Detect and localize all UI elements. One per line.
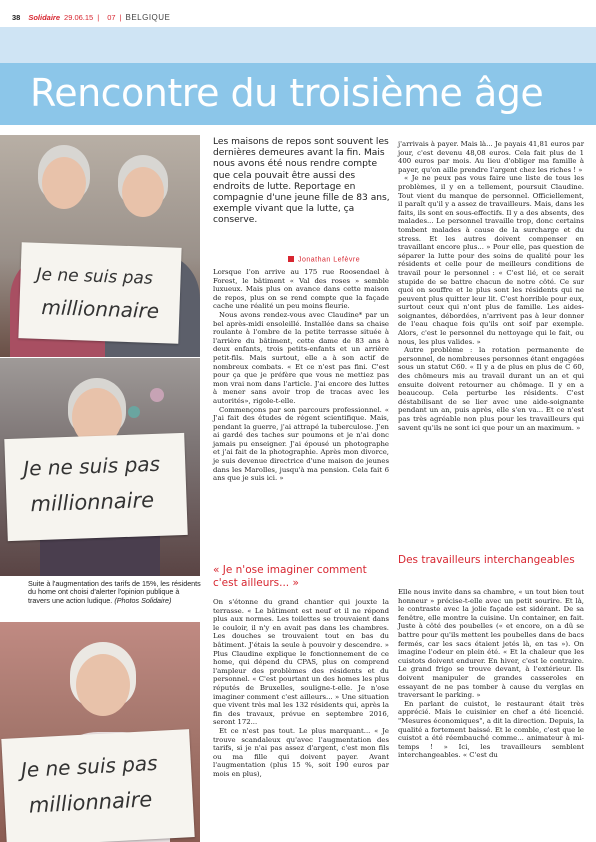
sign3-line-2: millionnaire: [28, 787, 153, 818]
header-separator: |: [97, 12, 100, 22]
sign-line-2: millionnaire: [41, 294, 160, 324]
paragraph: Nous avons rendez-vous avec Claudine* par un bel après-midi ensoleillé. Installée dans sa chaise roulante à l'ombre de la petite terrasse située à l'arrière du bâtiment, cette dame de 83 ans à deux enfants, trois petits-enfants et un arrière petit-fils. Mais surtout, elle a à son actif de nombreux combats. « Et ce n'est pas fini. C'est pour ça que je préfère que vous ne mettiez pas mon vrai nom dans l'article. J'ai encore des luttes à mener sans avoir trop de tracas avec les autorités», rigole-t-elle.: [213, 310, 389, 405]
sign2-line-1: Je ne suis pas: [22, 451, 161, 481]
sign3-line-1: Je ne suis pas: [20, 750, 159, 782]
protest-sign-3: [1, 729, 194, 842]
photo-resident-2: [0, 358, 200, 576]
paragraph: Commençons par son parcours professionnel. « J'ai fait des études de régent scientifique. Mais, pendant la guerre, j'ai attrapé la tuberculose. J'en ai gardé des taches sur poumons et je n'ai donc jamais pu enseigner. J'ai épousé un photographe et j'ai fait de la photographie. Après mon divorce, je suis devenue directrice d'une maison de jeunes dans les Marolles, jusqu'à ma pension. Cela fait 6 ans que je suis ici. »: [213, 405, 389, 483]
header-separator-2: |: [119, 12, 122, 22]
header-band: [0, 27, 596, 63]
issue-date: 29.06.15: [64, 12, 94, 22]
issue-number: 07: [107, 12, 116, 22]
caption-credit: (Photos Solidaire): [114, 595, 172, 605]
page-number: 38: [12, 12, 21, 22]
byline-square-icon: [288, 256, 294, 262]
paragraph: j'arrivais à payer. Mais là... Je payais 41,81 euros par jour, c'est devenu 48,08 euros. Cela fait plus de 1 400 euros par mois. Au lieu d'obliger ma famille à payer, qu'on aille prendre l'argent chez les riches ! »: [398, 140, 584, 174]
paragraph: Elle nous invite dans sa chambre, « un tout bien tout honneur » précise-t-elle avec un petit sourire. Et là, le contraste avec la jolie façade est sidérant. De sa fenêtre, elle montre la cuisine. Un container, en fait. Juste à côté des poubelles (« et encore, on a dû se battre pour qu'ils mettent les poubelles dans de bacs fermés, car les sacs étaient jetés là, en tas »). On imagine l'odeur en plein été. « Et la chaleur que les cuistots doivent endurer. En hiver, c'est le contraire. Le grand frigo se trouve devant, à l'extérieur. Ils doivent manipuler de grandes casseroles en essayant de ne pas tomber à cause du verglas en traversant le parking. »: [398, 588, 584, 700]
section-name: BELGIQUE: [125, 12, 171, 22]
sign2-line-2: millionnaire: [30, 487, 155, 517]
photo-resident-3: [0, 622, 200, 842]
paragraph: On s'étonne du grand chantier qui jouxte la terrasse. « Le bâtiment est neuf et il ne répond plus aux normes. Les toilettes se trouvaient dans le couloir, il n'y en avait pas dans les chambres. Les douches se trouvaient tout en bas du bâtiment. J'étais la seule à pouvoir y descendre. » Plus Claudine explique le fonctionnement de ce home, qui dépend du CPAS, plus on comprend l'ampleur des problèmes des résidents et du personnel. « C'est pourtant un des homes les plus réputés de Bruxelles, souligne-t-elle. Je n'ose imaginer comment c'est ailleurs... » Une situation que vivent très mal les 132 résidents qui, après la fin des travaux, prévue en septembre 2016, seront 172...: [213, 598, 389, 727]
column-1: [213, 268, 389, 483]
photo-two-residents: [0, 135, 200, 357]
protest-sign: [18, 242, 181, 344]
byline: [288, 256, 360, 264]
subheading-1: « Je n'ose imaginer comment c'est ailleurs... »: [213, 564, 367, 589]
paragraph: « Je ne peux pas vous faire une liste de tous les problèmes, il y en a tellement, poursuit Claudine. Tout vient du manque de personnel. Officiellement, il paraît qu'il y a assez de travailleurs. Mais, dans les faits, ils sont en sous-effectifs. Il y a des absents, des malades... Le personnel travaille trop, donc certains tombent malades à cause de la surcharge et du stress. Et les autres doivent compenser en travaillant encore plus... » Pour elle, pas question de séparer la lutte pour des soins de qualité pour les résidents et celle pour de meilleurs conditions de travail pour le personnel : « C'est lié, et ce serait stupide de se battre chacun de notre côté. Ce sur quoi on souffre et le plus sont les résidents qui ne peuvent plus quitter leur lit. C'est horrible pour eux, surtout ceux qui n'ont plus de famille. Les aides-soignantes, débordées, n'arrivent pas à leur donner de l'eau chaque fois qu'ils ont soif par exemple. Alors, c'est le personnel du nettoyage qui le fait, ou nous, les plus valides. »: [398, 174, 584, 346]
sign-line-1: Je ne suis pas: [36, 264, 154, 289]
protest-sign-2: [4, 433, 187, 541]
article-title: Rencontre du troisième âge: [30, 71, 544, 115]
caption-text: Suite à l'augmentation des tarifs de 15%, les résidents du home ont choisi d'alerter l'opinion publique à travers une action ludique.: [28, 579, 201, 605]
paragraph: Autre problème : la rotation permanente de personnel, de nombreuses personnes étant engagées sous un statut C60. « Il y a de plus en plus de C 60, des chômeurs mis au travail durant un an et qui ensuite doivent retourner au chômage. Il y en a beaucoup. Cela perturbe les résidents. C'est déstabilisant de se lier avec une aide-soignante pendant un an, puis après, elle s'en va... Et ce n'est pas très agréable non plus pour les travailleurs qui savent qu'ils ne sont ici que pour un an maximum. »: [398, 346, 585, 432]
article-intro: Les maisons de repos sont souvent les dernières demeures avant la fin. Mais nous avons été nous rendre compte que cela pouvait être aussi des endroits de lutte. Reportage en compagnie d'une jeune fille de 83 ans, exemple vivant que la lutte, ça conserve.: [213, 137, 390, 226]
subheading-2: Des travailleurs interchangeables: [398, 554, 575, 566]
column-2-continued: [398, 588, 584, 760]
photo-caption: [28, 580, 203, 605]
paragraph: En parlant de cuistot, le restaurant était très apprécié. Mais le cuisinier en chef a été licencié. "Mesures économiques", a dit la direction. Depuis, la qualité a fortement baissé. Et le comble, c'est que le cuistot a été réembauché comme... animateur à mi-temps ! » Ici, les travailleurs semblent interchangeables. « C'est du: [398, 699, 584, 760]
title-band: [0, 63, 596, 125]
column-2: [398, 140, 584, 432]
publication-name: Solidaire: [28, 12, 61, 22]
page-header: [12, 10, 170, 24]
column-1-continued: [213, 598, 389, 778]
author-name: Jonathan Lefèvre: [298, 256, 361, 264]
paragraph: Et ce n'est pas tout. Le plus marquant... « Je trouve scandaleux qu'avec l'augmentation des tarifs, si je n'ai pas assez d'argent, c'est mon fils ou ma fille qui doivent payer. Avant l'augmentation (plus 15 %, soit 190 euros par mois en plus),: [213, 726, 389, 778]
paragraph: Lorsque l'on arrive au 175 rue Roosendael à Forest, le bâtiment « Val des roses » semble luxueux. Mais plus on avance dans cette maison de repos, plus on se rend compte que la façade cache une réalité un peu moins fleurie.: [213, 268, 389, 311]
